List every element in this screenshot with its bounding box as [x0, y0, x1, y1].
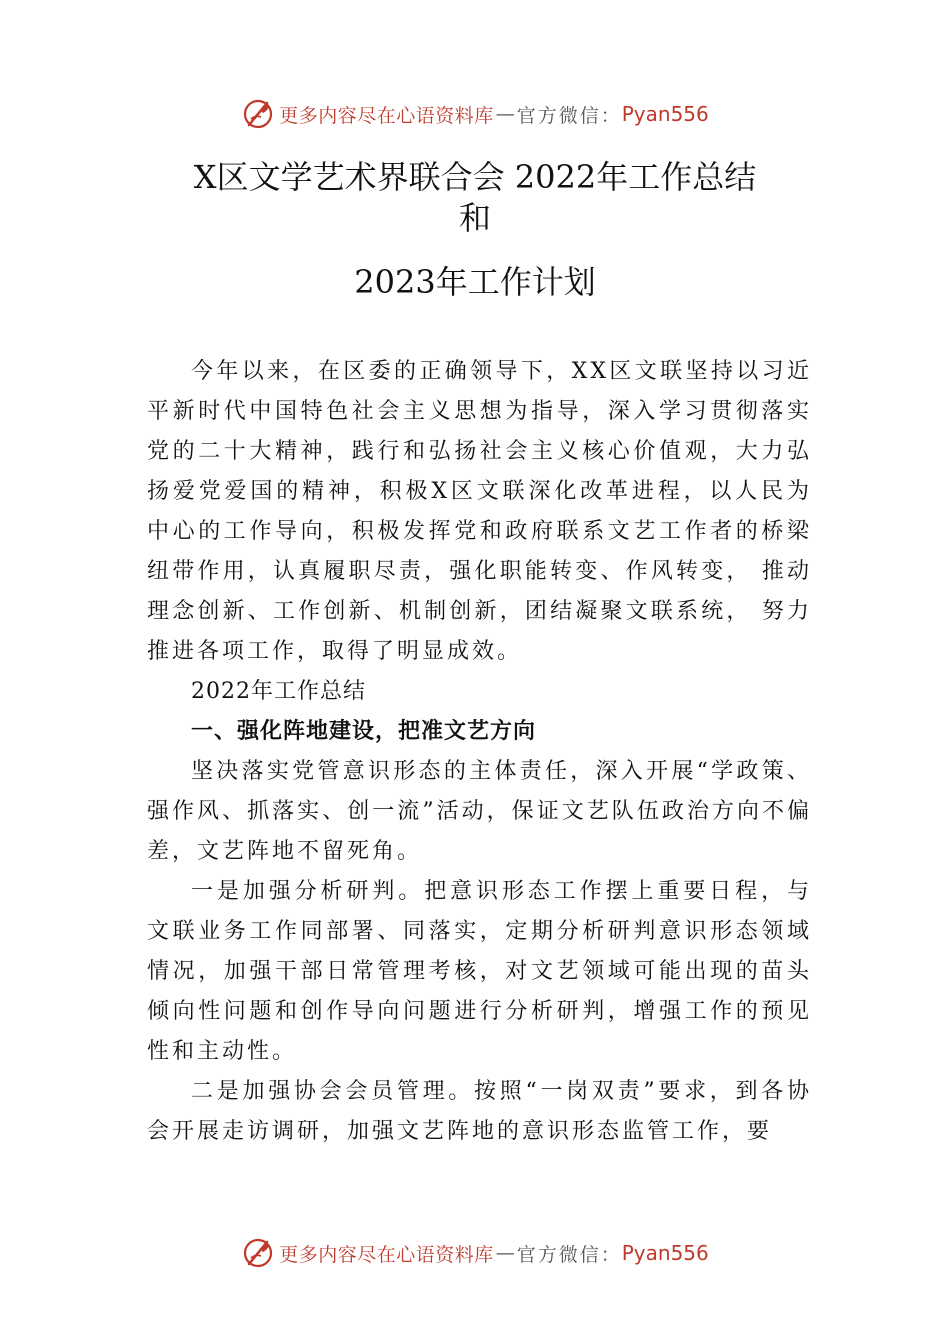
- watermark-dash: —: [495, 1242, 515, 1264]
- document-body: [147, 352, 812, 1152]
- year-summary-heading: 2022年工作总结: [191, 679, 366, 704]
- watermark-label: 官方微信：: [516, 104, 622, 127]
- watermark-label: 官方微信：: [516, 1243, 622, 1266]
- document-title-line2: 和: [458, 199, 491, 237]
- body-paragraph: 一是加强分析研判。把意识形态工作摆上重要日程，与文联业务工作同部署、同落实，定期分析研判意识形态领域情况，加强干部日常管理考核，对文艺领域可能出现的苗头倾向性问题和创作导向问题进行分析研判，增强工作的预见性和主动性。: [147, 879, 812, 1064]
- watermark-wechat-id: Pyan556: [621, 1241, 709, 1265]
- quill-pen-logo-icon: [241, 97, 275, 131]
- quill-pen-logo-icon: [241, 1236, 275, 1270]
- watermark-footer: [0, 1233, 950, 1273]
- document-title-line3: 2023年工作计划: [354, 263, 596, 301]
- body-paragraph: 二是加强协会会员管理。按照“一岗双责”要求，到各协会开展走访调研，加强文艺阵地的意识形态监管工作，要: [147, 1079, 812, 1144]
- watermark-text: 更多内容尽在心语资料库: [279, 1243, 494, 1266]
- watermark-dash: —: [495, 103, 515, 125]
- watermark-header: [0, 94, 950, 134]
- body-paragraph: 坚决落实党管意识形态的主体责任，深入开展“学政策、强作风、抓落实、创一流”活动，保证文艺队伍政治方向不偏差，文艺阵地不留死角。: [147, 759, 812, 864]
- watermark-wechat-id: Pyan556: [621, 102, 709, 126]
- watermark-text: 更多内容尽在心语资料库: [279, 104, 494, 127]
- section-heading: 一、强化阵地建设，把准文艺方向: [191, 719, 537, 744]
- intro-paragraph: 今年以来，在区委的正确领导下，XX区文联坚持以习近平新时代中国特色社会主义思想为指导，深入学习贯彻落实党的二十大精神，践行和弘扬社会主义核心价值观，大力弘扬爱党爱国的精神，积极X区文联深化改革进程，以人民为中心的工作导向，积极发挥党和政府联系文艺工作者的桥梁纽带作用，认真履职尽责，强化职能转变、作风转变， 推动理念创新、工作创新、机制创新，团结凝聚文联系统， 努力推进各项工作，取得了明显成效。: [147, 359, 812, 664]
- document-title-line1: X区文学艺术界联合会 2022年工作总结: [193, 158, 757, 196]
